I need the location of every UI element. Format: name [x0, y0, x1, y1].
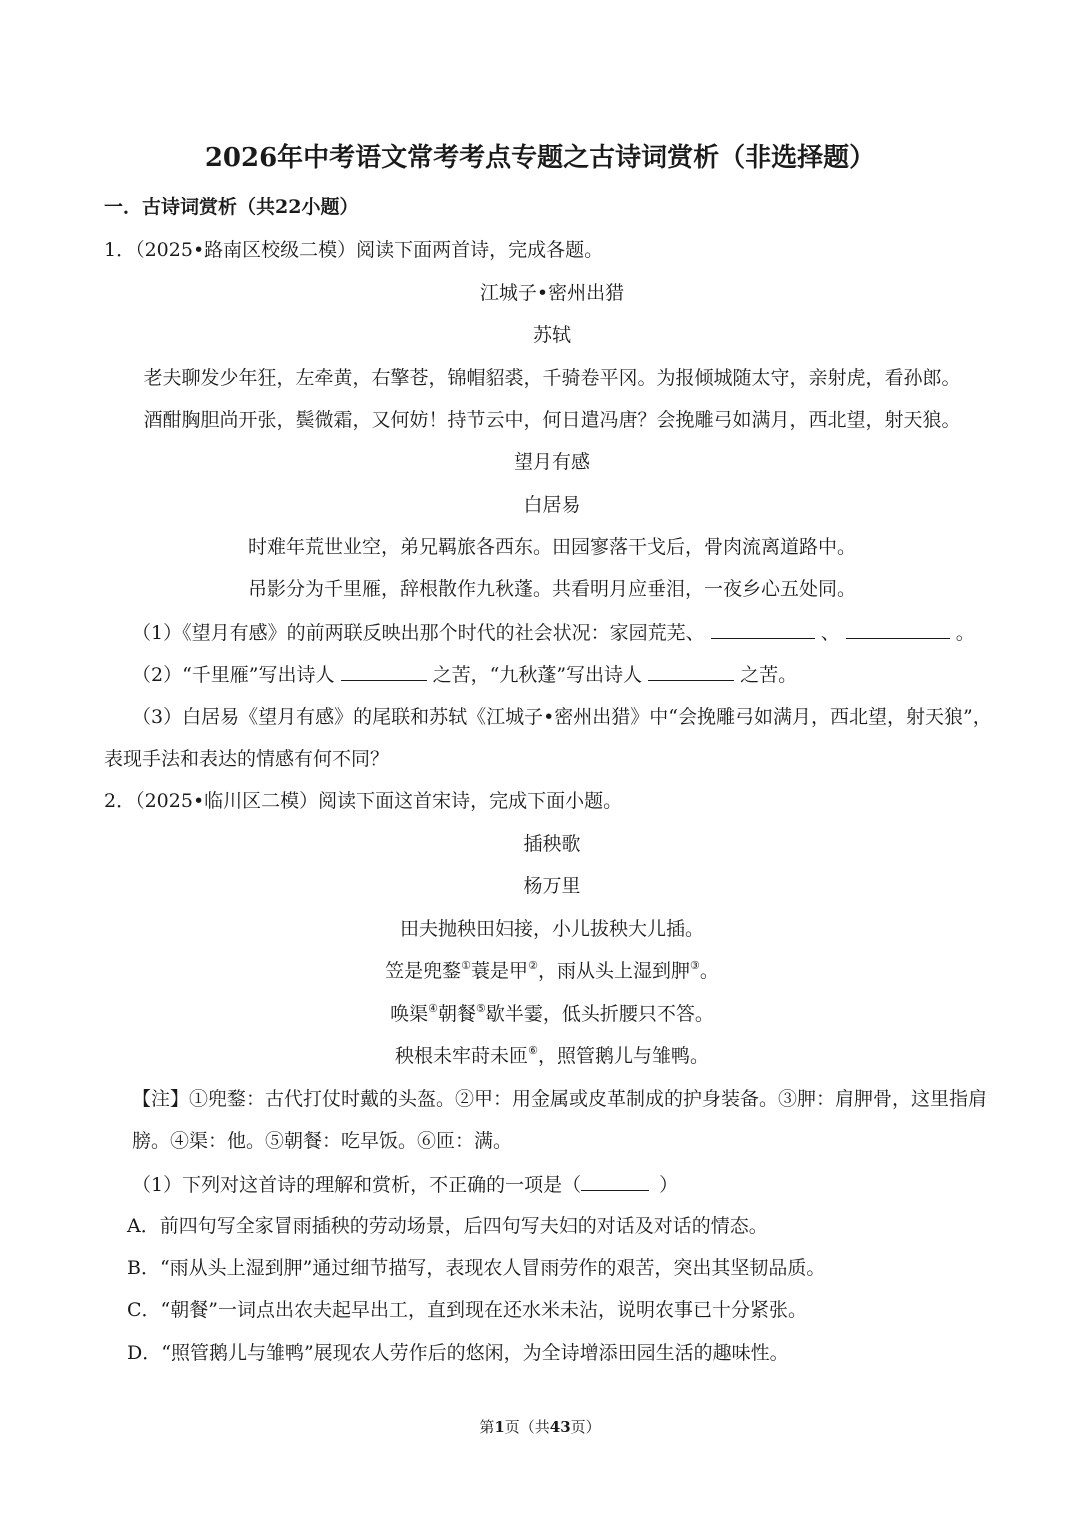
sub-question-text: （1）《望月有感》的前两联反映出那个时代的社会状况：家园荒芜、: [132, 622, 705, 644]
footnote-marker: ④: [428, 1002, 438, 1015]
poem-text: 歇半霎，低头折腰只不答。: [485, 1003, 714, 1025]
footnote-marker: ⑤: [476, 1002, 486, 1015]
footnote-marker: ①: [461, 959, 472, 972]
poem-2-author: 白居易: [523, 494, 581, 516]
poem-1-title: 江城子•密州出猎: [479, 282, 625, 304]
answer-blank[interactable]: [341, 662, 427, 681]
footer-text: 页）: [570, 1418, 601, 1436]
notes: 【注】①兜鍪：古代打仗时戴的头盔。②甲：用金属或皮革制成的护身装备。③胛：肩胛骨，这里指肩: [132, 1088, 988, 1110]
sub-question-text: （2）“千里雁”写出诗人: [132, 664, 335, 686]
page-footer: [0, 1417, 1080, 1437]
sub-question-text: （1）下列对这首诗的理解和赏析，不正确的一项是（: [132, 1174, 582, 1196]
poem-2-line: 时难年荒世业空，弟兄羁旅各西东。田园寥落干戈后，骨肉流离道路中。: [247, 536, 856, 558]
footnote-marker: ②: [528, 959, 538, 972]
option-d: D．“照管鹅儿与雏鸭”展现农人劳作后的悠闲，为全诗增添田园生活的趣味性。: [127, 1342, 789, 1364]
answer-blank[interactable]: [846, 620, 950, 639]
poem-1-author: 苏轼: [532, 324, 571, 346]
poem-text: 。: [699, 960, 719, 982]
poem-3-line: [0, 959, 1080, 983]
poem-3-line: 田夫抛秧田妇接，小儿拔秧大儿插。: [399, 918, 704, 940]
notes-cont: 膀。④渠：他。⑤朝餐：吃早饭。⑥匝：满。: [132, 1130, 513, 1152]
poem-text: 蓑是甲: [471, 960, 529, 982]
question-1-sub-3-cont: 表现手法和表达的情感有何不同？: [104, 748, 390, 770]
footnote-marker: ③: [689, 959, 700, 972]
sub-question-text: 之苦，“九秋蓬”写出诗人: [432, 664, 643, 686]
poem-text: 唤渠: [390, 1003, 429, 1025]
page-number: 1: [494, 1418, 505, 1436]
poem-3-title: 插秧歌: [523, 833, 581, 855]
total-pages: 43: [549, 1418, 571, 1436]
poem-text: ，雨从头上湿到胛: [537, 960, 690, 982]
footnote-marker: ⑥: [528, 1044, 538, 1057]
page-title: 2026年中考语文常考考点专题之古诗词赏析（非选择题）: [204, 143, 876, 173]
answer-blank[interactable]: [648, 662, 734, 681]
question-1-sub-1: [132, 620, 975, 645]
footer-text: 页（共: [504, 1418, 550, 1436]
section-heading: 一．古诗词赏析（共22小题）: [104, 196, 359, 218]
answer-blank[interactable]: [581, 1172, 649, 1191]
option-b: B．“雨从头上湿到胛”通过细节描写，表现农人冒雨劳作的艰苦，突出其坚韧品质。: [127, 1257, 826, 1279]
sentence-end: 。: [955, 622, 975, 644]
poem-text: 笠是兜鍪: [385, 960, 462, 982]
poem-text: 秧根未牢莳未匝: [395, 1045, 529, 1067]
poem-3-line: [0, 1002, 1080, 1026]
answer-blank[interactable]: [711, 620, 815, 639]
poem-text: ，照管鹅儿与雏鸭。: [537, 1045, 709, 1067]
option-a: A．前四句写全家冒雨插秧的劳动场景，后四句写夫妇的对话及对话的情态。: [127, 1215, 768, 1237]
poem-1-line: 酒酣胸胆尚开张，鬓微霜，又何妨！持节云中，何日遣冯唐？会挽雕弓如满月，西北望，射天狼。: [143, 409, 961, 431]
question-1-stem: 1．（2025•路南区校级二模）阅读下面两首诗，完成各题。: [104, 239, 604, 261]
poem-text: 朝餐: [437, 1003, 476, 1025]
option-c: C．“朝餐”一词点出农夫起早出工，直到现在还水米未沾，说明农事已十分紧张。: [127, 1299, 807, 1321]
poem-3-line: [0, 1044, 1080, 1068]
poem-1-line: 老夫聊发少年狂，左牵黄，右擎苍，锦帽貂裘，千骑卷平冈。为报倾城随太守，亲射虎，看孙郎。: [143, 367, 961, 389]
separator: 、: [820, 622, 840, 644]
footer-text: 第: [479, 1418, 495, 1436]
question-2-stem: 2．（2025•临川区二模）阅读下面这首宋诗，完成下面小题。: [104, 790, 623, 812]
question-1-sub-3: （3）白居易《望月有感》的尾联和苏轼《江城子•密州出猎》中“会挽雕弓如满月，西北望，射天狼”，: [132, 706, 992, 728]
poem-3-author: 杨万里: [523, 875, 581, 897]
sub-question-text: 之苦。: [740, 664, 798, 686]
poem-2-line: 吊影分为千里雁，辞根散作九秋蓬。共看明月应垂泪，一夜乡心五处同。: [247, 578, 856, 600]
sub-question-text: ）: [659, 1174, 679, 1196]
question-1-sub-2: [132, 662, 797, 687]
poem-2-title: 望月有感: [513, 451, 590, 473]
question-2-sub-1: [132, 1172, 678, 1197]
